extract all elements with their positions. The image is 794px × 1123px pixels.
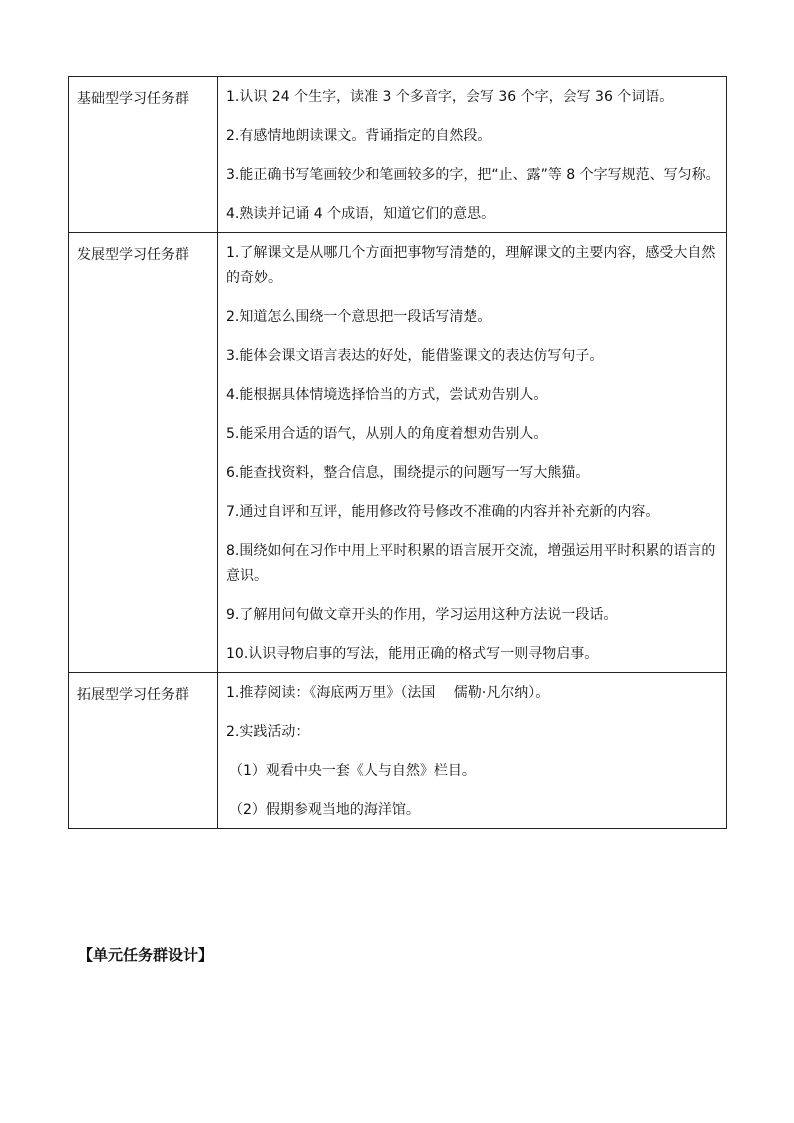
task-item: 9.了解用问句做文章开头的作用，学习运用这种方法说一段话。 [226, 607, 618, 623]
task-item: 6.能查找资料，整合信息，围绕提示的问题写一写大熊猫。 [226, 465, 590, 481]
task-group-items [218, 77, 727, 233]
task-item: 1.推荐阅读：《海底两万里》（法国 儒勒·凡尔纳）。 [226, 685, 550, 701]
task-group-row-extension [69, 673, 727, 829]
task-item: 1.认识 24 个生字，读准 3 个多音字，会写 36 个字，会写 36 个词语。 [226, 89, 674, 105]
task-item: 4.熟读并记诵 4 个成语，知道它们的意思。 [226, 206, 496, 222]
task-item: 1.了解课文是从哪几个方面把事物写清楚的，理解课文的主要内容，感受大自然的奇妙。 [226, 245, 716, 286]
task-group-label: 基础型学习任务群 [69, 77, 218, 233]
task-item: 7.通过自评和互评，能用修改符号修改不准确的内容并补充新的内容。 [226, 504, 660, 520]
task-group-label: 拓展型学习任务群 [69, 673, 218, 829]
task-item: 5.能采用合适的语气，从别人的角度着想劝告别人。 [226, 426, 548, 442]
task-group-label: 发展型学习任务群 [69, 233, 218, 673]
task-group-items [218, 673, 727, 829]
task-item: 2.有感情地朗读课文。背诵指定的自然段。 [226, 128, 492, 144]
task-item: 4.能根据具体情境选择恰当的方式，尝试劝告别人。 [226, 387, 548, 403]
learning-task-table [68, 76, 727, 829]
task-subitem: （2）假期参观当地的海洋馆。 [229, 802, 420, 818]
task-group-row-development [69, 233, 727, 673]
task-group-row-basic [69, 77, 727, 233]
task-item: 8.围绕如何在习作中用上平时积累的语言展开交流，增强运用平时积累的语言的意识。 [226, 543, 716, 584]
task-item: 3.能体会课文语言表达的好处，能借鉴课文的表达仿写句子。 [226, 348, 604, 364]
task-subitem: （1）观看中央一套《人与自然》栏目。 [229, 763, 476, 779]
task-item: 3.能正确书写笔画较少和笔画较多的字，把“止、露”等 8 个字写规范、写匀称。 [226, 167, 720, 183]
task-item: 2.实践活动： [226, 724, 310, 740]
section-heading: 【单元任务群设计】 [78, 946, 214, 964]
task-group-items [218, 233, 727, 673]
task-item: 10.认识寻物启事的写法，能用正确的格式写一则寻物启事。 [226, 646, 599, 662]
task-item: 2.知道怎么围绕一个意思把一段话写清楚。 [226, 309, 492, 325]
